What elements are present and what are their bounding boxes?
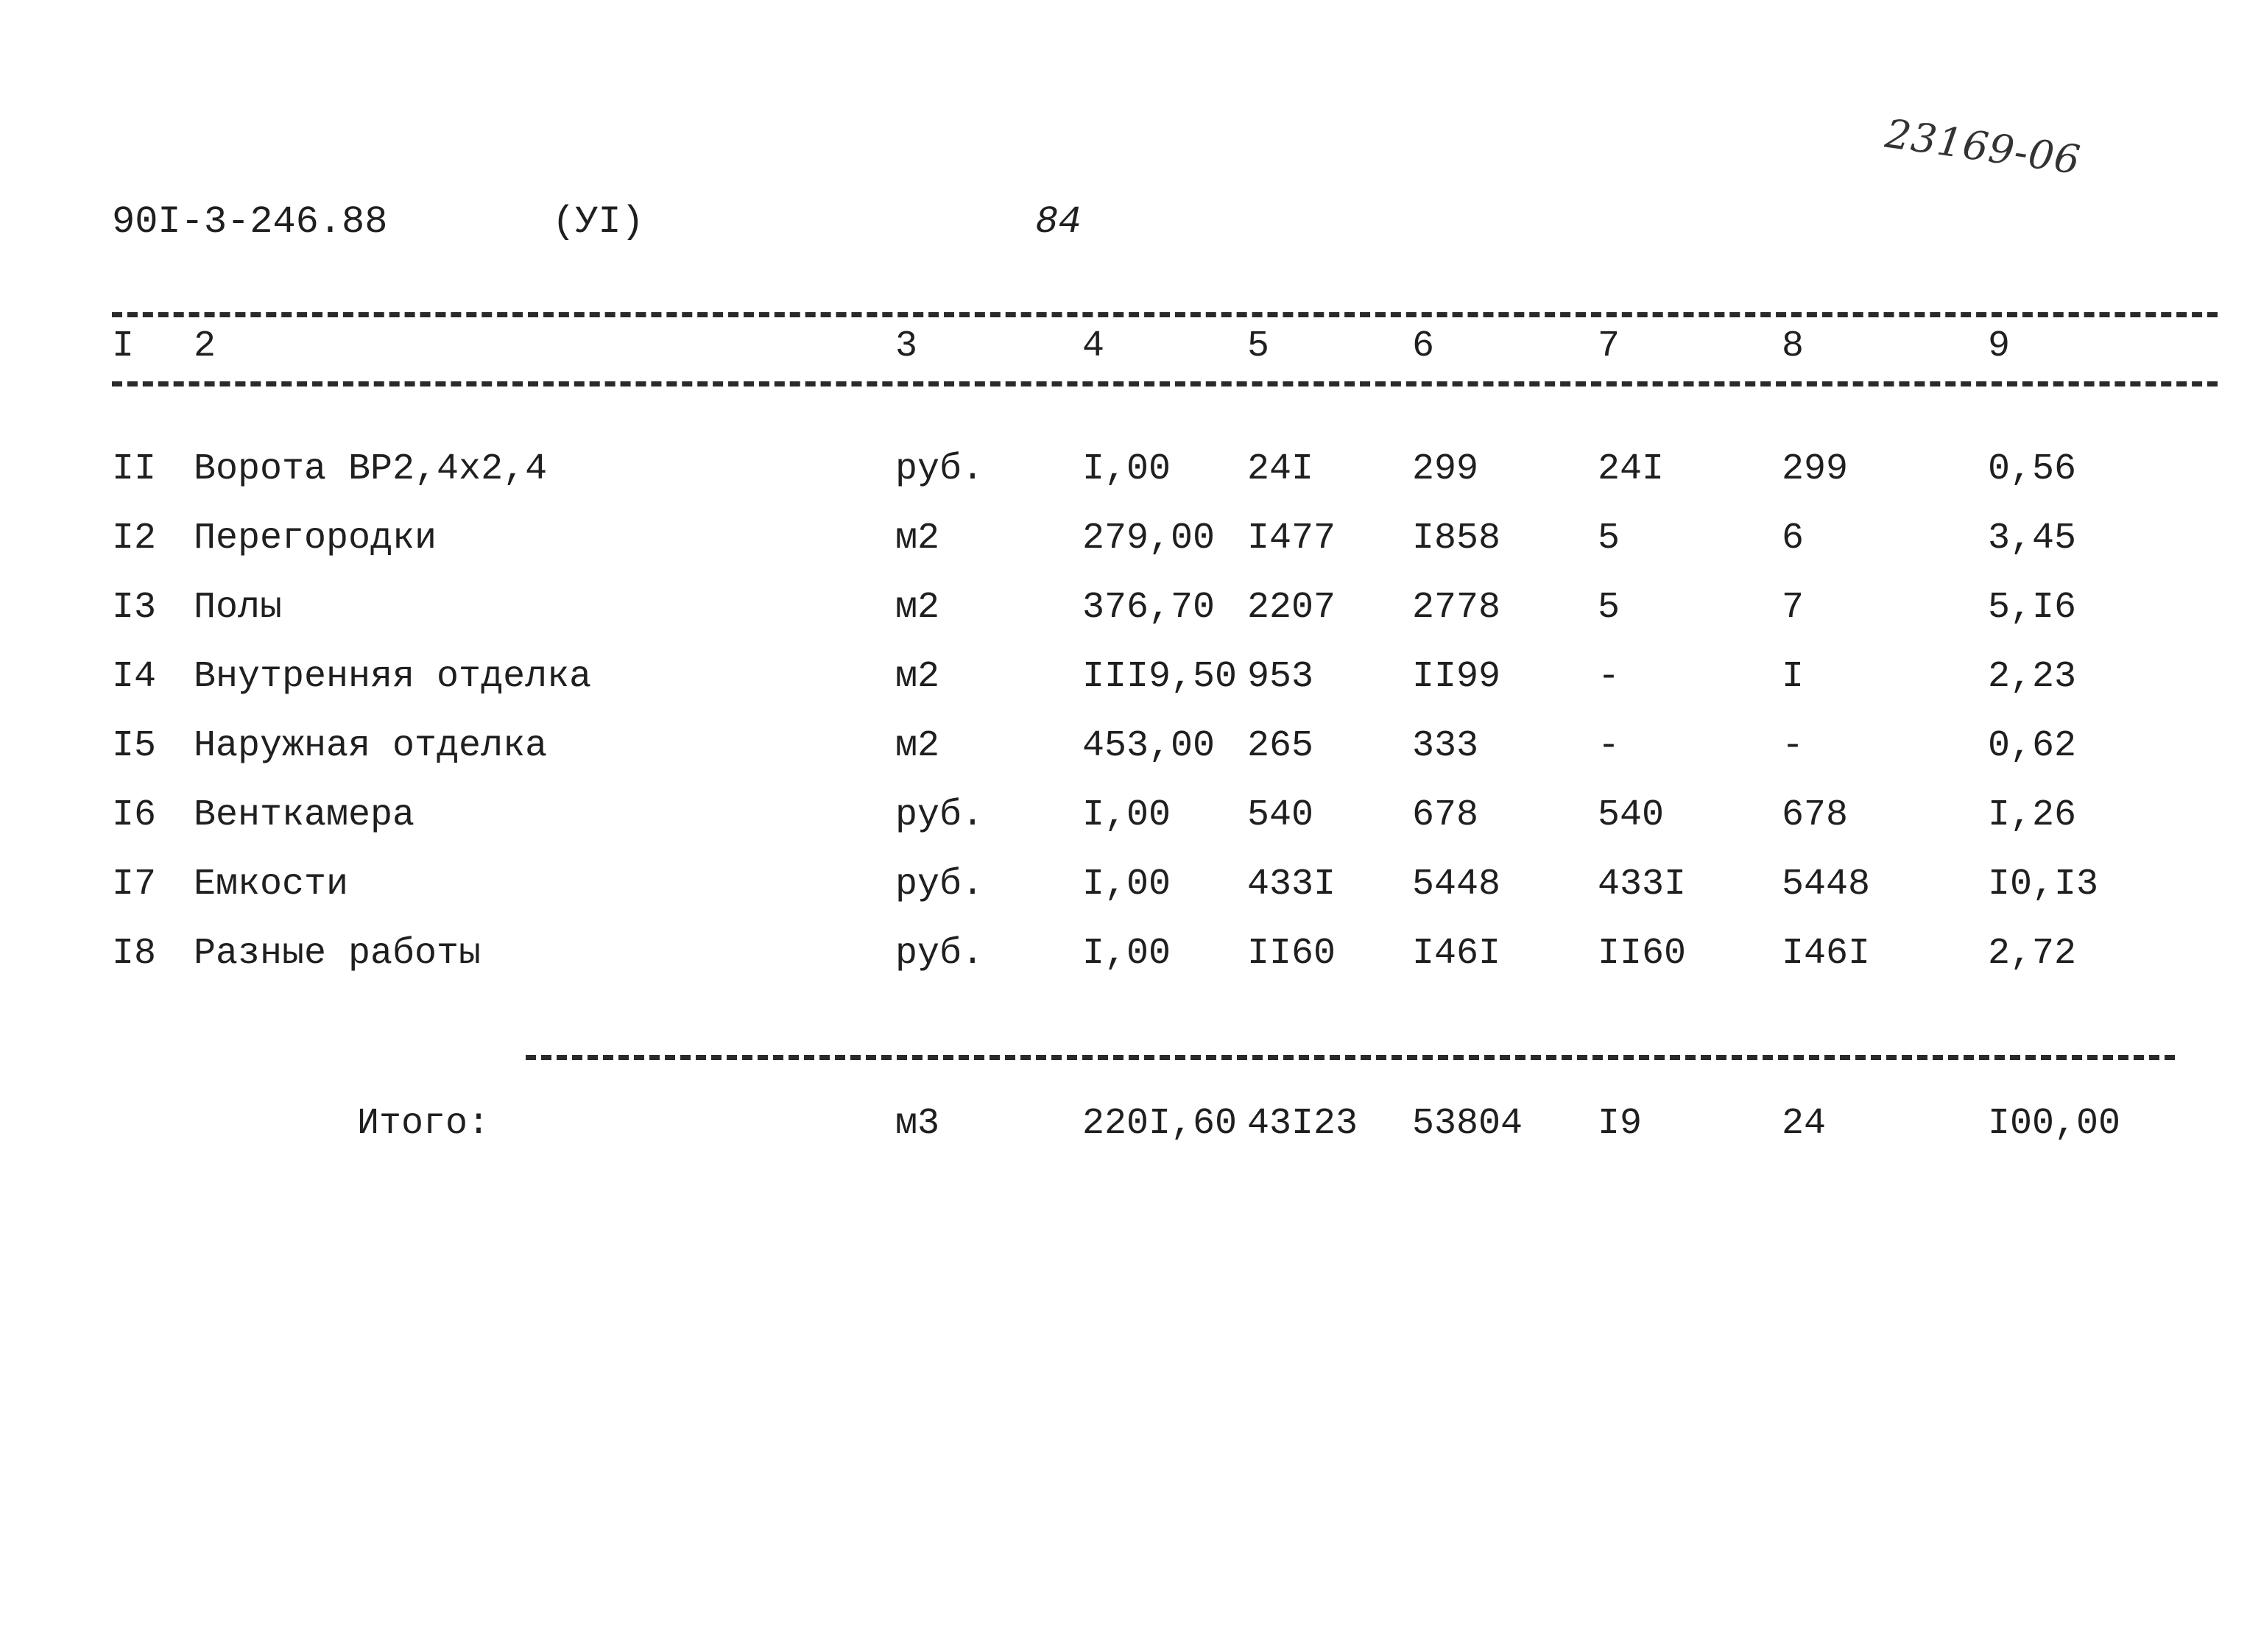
value-col-7: 5 <box>1598 518 1620 560</box>
value-col-6: 333 <box>1412 725 1479 767</box>
column-header: 4 <box>1082 325 1105 367</box>
row-number: I6 <box>112 794 157 836</box>
table-row <box>0 444 2261 495</box>
table-row <box>0 652 2261 703</box>
item-name: Венткамера <box>194 794 415 836</box>
value-col-6: 299 <box>1412 448 1479 490</box>
total-col-7: I9 <box>1598 1103 1643 1145</box>
table-header-dashed-rule <box>112 381 2218 386</box>
total-quantity: 220I,60 <box>1082 1103 1238 1145</box>
value-col-7: - <box>1598 656 1620 698</box>
total-col-5: 43I23 <box>1247 1103 1358 1145</box>
table-top-dashed-rule <box>112 312 2218 317</box>
quantity: I,00 <box>1082 864 1171 906</box>
table-row <box>0 790 2261 841</box>
value-col-8: 299 <box>1782 448 1849 490</box>
table-header-row <box>0 321 2261 373</box>
sheet-mark: (УI) <box>552 200 644 244</box>
quantity: I,00 <box>1082 448 1171 490</box>
column-header: 7 <box>1598 325 1620 367</box>
value-col-7: 433I <box>1598 864 1687 906</box>
value-col-5: 265 <box>1247 725 1314 767</box>
unit: руб. <box>895 794 984 836</box>
value-col-6: 678 <box>1412 794 1479 836</box>
value-col-6: II99 <box>1412 656 1501 698</box>
unit: м2 <box>895 587 940 629</box>
column-header: 8 <box>1782 325 1805 367</box>
total-label: Итого: <box>357 1103 490 1145</box>
total-col-6: 53804 <box>1412 1103 1523 1145</box>
row-number: I5 <box>112 725 157 767</box>
value-col-5: 24I <box>1247 448 1314 490</box>
value-col-9: I0,I3 <box>1988 864 2099 906</box>
column-header: 6 <box>1412 325 1435 367</box>
item-name: Внутренняя отделка <box>194 656 592 698</box>
quantity: 453,00 <box>1082 725 1216 767</box>
table-row <box>0 859 2261 911</box>
item-name: Разные работы <box>194 933 482 975</box>
value-col-5: 2207 <box>1247 587 1336 629</box>
total-col-9: I00,00 <box>1988 1103 2121 1145</box>
handwritten-inventory-number: 23169-06 <box>1882 110 2084 184</box>
total-unit: м3 <box>895 1103 940 1145</box>
quantity: I,00 <box>1082 794 1171 836</box>
value-col-8: - <box>1782 725 1805 767</box>
quantity: I,00 <box>1082 933 1171 975</box>
row-number: I4 <box>112 656 157 698</box>
unit: руб. <box>895 864 984 906</box>
value-col-6: I858 <box>1412 518 1501 560</box>
value-col-5: 433I <box>1247 864 1336 906</box>
value-col-7: 540 <box>1598 794 1665 836</box>
value-col-6: I46I <box>1412 933 1501 975</box>
document-code: 90I-3-246.88 <box>112 200 388 244</box>
column-header: 3 <box>895 325 918 367</box>
column-header: I <box>112 325 135 367</box>
value-col-8: I <box>1782 656 1805 698</box>
row-number: I2 <box>112 518 157 560</box>
column-header: 9 <box>1988 325 2011 367</box>
value-col-8: 7 <box>1782 587 1805 629</box>
value-col-8: I46I <box>1782 933 1871 975</box>
value-col-7: 5 <box>1598 587 1620 629</box>
row-number: I3 <box>112 587 157 629</box>
quantity: 376,70 <box>1082 587 1216 629</box>
value-col-5: 540 <box>1247 794 1314 836</box>
value-col-8: 6 <box>1782 518 1805 560</box>
item-name: Ворота ВР2,4х2,4 <box>194 448 548 490</box>
value-col-7: 24I <box>1598 448 1665 490</box>
unit: руб. <box>895 933 984 975</box>
quantity: III9,50 <box>1082 656 1238 698</box>
value-col-6: 5448 <box>1412 864 1501 906</box>
table-row <box>0 721 2261 772</box>
quantity: 279,00 <box>1082 518 1216 560</box>
value-col-7: - <box>1598 725 1620 767</box>
value-col-9: 2,23 <box>1988 656 2077 698</box>
value-col-9: 2,72 <box>1988 933 2077 975</box>
unit: м2 <box>895 518 940 560</box>
column-header: 2 <box>194 325 216 367</box>
value-col-6: 2778 <box>1412 587 1501 629</box>
total-col-8: 24 <box>1782 1103 1827 1145</box>
value-col-9: 5,I6 <box>1988 587 2077 629</box>
item-name: Емкости <box>194 864 349 906</box>
item-name: Наружная отделка <box>194 725 548 767</box>
value-col-9: 0,62 <box>1988 725 2077 767</box>
row-number: II <box>112 448 157 490</box>
value-col-9: 3,45 <box>1988 518 2077 560</box>
total-row <box>0 1098 2261 1150</box>
table-row <box>0 582 2261 634</box>
table-row <box>0 928 2261 980</box>
unit: м2 <box>895 656 940 698</box>
unit: м2 <box>895 725 940 767</box>
value-col-9: 0,56 <box>1988 448 2077 490</box>
row-number: I7 <box>112 864 157 906</box>
value-col-8: 5448 <box>1782 864 1871 906</box>
value-col-8: 678 <box>1782 794 1849 836</box>
item-name: Полы <box>194 587 283 629</box>
table-row <box>0 513 2261 565</box>
value-col-5: I477 <box>1247 518 1336 560</box>
column-header: 5 <box>1247 325 1270 367</box>
row-number: I8 <box>112 933 157 975</box>
item-name: Перегородки <box>194 518 437 560</box>
value-col-9: I,26 <box>1988 794 2077 836</box>
page-number: 84 <box>1035 200 1082 244</box>
value-col-5: 953 <box>1247 656 1314 698</box>
value-col-5: II60 <box>1247 933 1336 975</box>
unit: руб. <box>895 448 984 490</box>
total-dashed-rule <box>526 1055 2175 1060</box>
value-col-7: II60 <box>1598 933 1687 975</box>
